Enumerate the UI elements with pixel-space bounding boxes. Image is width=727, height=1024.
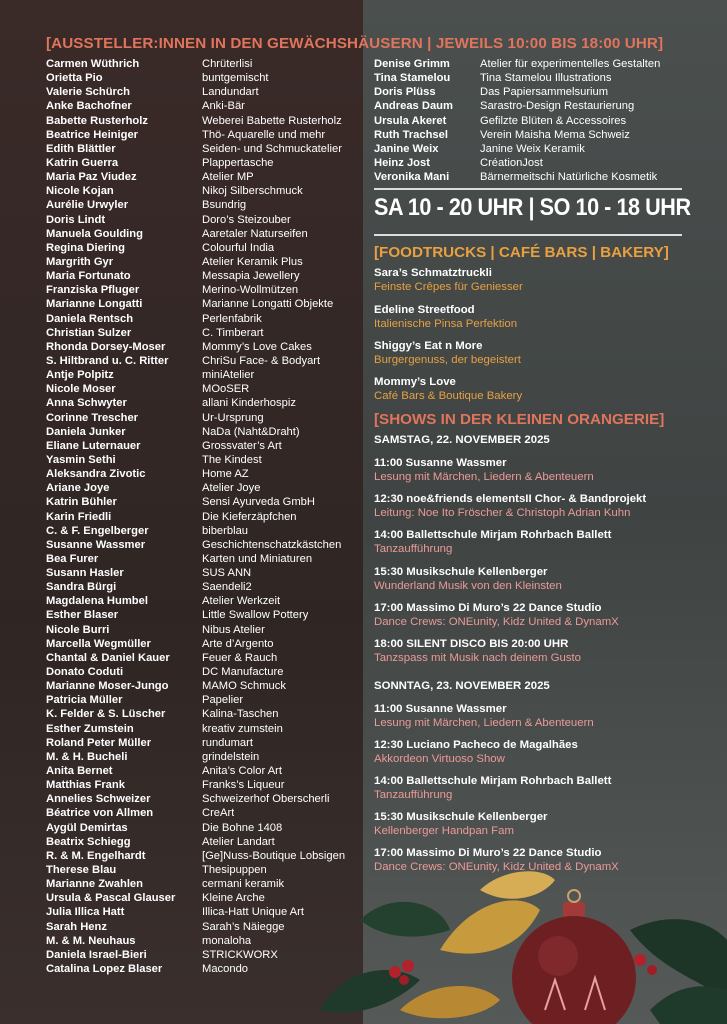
exhibitor-name: Chantal & Daniel Kauer bbox=[46, 651, 170, 664]
exhibitor-brand: Janine Weix Keramik bbox=[480, 142, 585, 155]
exhibitor-brand: Messapia Jewellery bbox=[202, 270, 300, 283]
exhibitor-brand: Anki-Bär bbox=[202, 100, 245, 113]
exhibitor-row bbox=[46, 283, 366, 297]
exhibitor-row bbox=[374, 170, 694, 184]
exhibitor-name: Eliane Luternauer bbox=[46, 439, 141, 452]
exhibitor-row bbox=[374, 156, 694, 170]
exhibitor-brand: Macondo bbox=[202, 963, 249, 975]
exhibitor-name: Andreas Daum bbox=[374, 100, 453, 113]
exhibitor-row bbox=[46, 764, 366, 778]
exhibitor-row bbox=[374, 114, 694, 128]
exhibitor-brand: Plappertasche bbox=[202, 156, 274, 169]
exhibitor-brand: Sarah’s Näiegge bbox=[202, 920, 285, 933]
exhibitor-name: Denise Grimm bbox=[374, 58, 450, 70]
exhibitor-name: Beatrice Heiniger bbox=[46, 128, 139, 141]
show-sub: Akkordeon Virtuoso Show bbox=[374, 753, 505, 765]
exhibitor-row bbox=[46, 213, 366, 227]
exhibitor-name: Tina Stamelou bbox=[374, 72, 451, 85]
exhibitor-row bbox=[46, 623, 366, 637]
show-sub: Dance Crews: ONEunity, Kidz United & DynamX bbox=[374, 616, 619, 628]
exhibitor-row bbox=[374, 99, 694, 113]
show-item bbox=[374, 637, 704, 666]
exhibitor-brand: Merino-Wollmützen bbox=[202, 284, 299, 297]
exhibitor-name: Nicole Moser bbox=[46, 383, 116, 396]
exhibitor-row bbox=[46, 85, 366, 99]
exhibitor-name: Aygül Demirtas bbox=[46, 821, 128, 834]
exhibitor-name: Babette Rusterholz bbox=[46, 114, 148, 127]
exhibitor-row bbox=[374, 57, 694, 71]
show-sub: Lesung mit Märchen, Liedern & Abenteuern bbox=[374, 717, 594, 729]
exhibitor-name: Margrith Gyr bbox=[46, 255, 114, 268]
exhibitor-row bbox=[46, 594, 366, 608]
exhibitor-row bbox=[46, 467, 366, 481]
exhibitor-name: Ursula Akeret bbox=[374, 114, 447, 127]
exhibitor-brand: Atelier Werkzeit bbox=[202, 595, 281, 608]
exhibitor-brand: NaDa (Naht&Draht) bbox=[202, 425, 300, 438]
exhibitor-row bbox=[46, 368, 366, 382]
exhibitor-row bbox=[46, 326, 366, 340]
exhibitor-name: Doris Plüss bbox=[374, 86, 436, 99]
show-title: 12:30 noe&friends elementsII Chor- & Bandprojekt bbox=[374, 493, 647, 505]
exhibitor-row bbox=[46, 128, 366, 142]
exhibitor-row bbox=[46, 835, 366, 849]
food-item-sub: Feinste Crêpes für Geniesser bbox=[374, 281, 523, 293]
exhibitor-row bbox=[46, 57, 366, 71]
exhibitor-brand: Chrüterlisi bbox=[202, 58, 253, 70]
exhibitor-name: Bea Furer bbox=[46, 552, 99, 565]
exhibitor-name: Sarah Henz bbox=[46, 920, 107, 933]
exhibitor-name: Edith Blättler bbox=[46, 142, 116, 155]
exhibitor-row bbox=[46, 71, 366, 85]
exhibitor-name: Donato Coduti bbox=[46, 666, 124, 679]
exhibitor-name: Anita Bernet bbox=[46, 765, 113, 778]
food-item-title: Mommy’s Love bbox=[374, 376, 456, 388]
exhibitor-row bbox=[46, 722, 366, 736]
show-title: 14:00 Ballettschule Mirjam Rohrbach Ballett bbox=[374, 775, 612, 787]
show-title: 18:00 SILENT DISCO BIS 20:00 UHR bbox=[374, 638, 569, 650]
exhibitor-brand: CréationJost bbox=[480, 156, 543, 169]
exhibitor-row bbox=[46, 665, 366, 679]
exhibitor-row bbox=[46, 241, 366, 255]
exhibitor-name: Maria Fortunato bbox=[46, 270, 131, 283]
show-title: 15:30 Musikschule Kellenberger bbox=[374, 811, 548, 823]
exhibitor-brand: Colourful India bbox=[202, 241, 275, 254]
exhibitor-list-right bbox=[374, 57, 694, 184]
exhibitor-brand: biberblau bbox=[202, 524, 249, 537]
exhibitor-row bbox=[46, 425, 366, 439]
exhibitor-brand: STRICKWORX bbox=[202, 948, 278, 961]
exhibitor-brand: Mommy’s Love Cakes bbox=[202, 340, 312, 353]
exhibitor-name: Susann Hasler bbox=[46, 567, 124, 580]
exhibitor-brand: SUS ANN bbox=[202, 567, 252, 580]
exhibitor-name: Heinz Jost bbox=[374, 156, 430, 169]
exhibitor-brand: Home AZ bbox=[202, 468, 249, 481]
exhibitor-name: Aleksandra Zivotic bbox=[46, 468, 146, 481]
exhibitor-brand: Sarastro-Design Restaurierung bbox=[480, 100, 635, 113]
show-sub: Wunderland Musik von den Kleinsten bbox=[374, 580, 562, 592]
exhibitor-row bbox=[46, 736, 366, 750]
exhibitor-brand: Atelier Keramik Plus bbox=[202, 255, 303, 268]
exhibitor-brand: Seiden- und Schmuckatelier bbox=[202, 142, 342, 155]
exhibitor-row bbox=[46, 255, 366, 269]
exhibitor-name: Ariane Joye bbox=[46, 482, 110, 495]
exhibitor-list-left bbox=[46, 57, 366, 976]
exhibitor-name: Nicole Burri bbox=[46, 623, 110, 636]
show-sub: Tanzaufführung bbox=[374, 543, 453, 555]
exhibitor-row bbox=[46, 778, 366, 792]
exhibitor-row bbox=[46, 821, 366, 835]
exhibitor-name: Daniela Israel-Bieri bbox=[46, 948, 147, 961]
exhibitor-brand: Atelier Landart bbox=[202, 835, 275, 848]
exhibitor-name: M. & M. Neuhaus bbox=[46, 934, 136, 947]
exhibitor-brand: grindelstein bbox=[202, 750, 260, 763]
exhibitor-row bbox=[46, 679, 366, 693]
exhibitor-brand: Schweizerhof Oberscherli bbox=[202, 793, 330, 806]
hours-rule-bottom bbox=[374, 234, 682, 236]
exhibitor-name: Marianne Zwahlen bbox=[46, 878, 143, 891]
exhibitor-name: Rhonda Dorsey-Moser bbox=[46, 340, 166, 353]
exhibitor-row bbox=[46, 198, 366, 212]
exhibitor-row bbox=[374, 128, 694, 142]
exhibitor-row bbox=[46, 297, 366, 311]
show-item bbox=[374, 774, 704, 803]
exhibitor-row bbox=[46, 312, 366, 326]
food-item-title: Sara’s Schmatztruckli bbox=[374, 267, 492, 279]
exhibitor-name: Christian Sulzer bbox=[46, 326, 132, 339]
exhibitor-name: Ruth Trachsel bbox=[374, 128, 448, 141]
exhibitor-brand: cermani keramik bbox=[202, 878, 285, 891]
exhibitor-brand: Franks’s Liqueur bbox=[202, 779, 285, 792]
exhibitor-name: Carmen Wüthrich bbox=[46, 58, 140, 70]
food-item-sub: Italienische Pinsa Perfektion bbox=[374, 318, 518, 330]
food-item bbox=[374, 303, 704, 332]
exhibitor-name: Patricia Müller bbox=[46, 694, 123, 707]
exhibitor-name: Katrin Guerra bbox=[46, 156, 119, 169]
exhibitor-row bbox=[46, 142, 366, 156]
exhibitor-row bbox=[46, 552, 366, 566]
exhibitor-name: Annelies Schweizer bbox=[46, 793, 151, 806]
exhibitor-brand: Saendeli2 bbox=[202, 581, 252, 594]
exhibitor-row bbox=[46, 510, 366, 524]
exhibitor-name: Susanne Wassmer bbox=[46, 538, 146, 551]
show-item bbox=[374, 565, 704, 594]
exhibitor-brand: Anita’s Color Art bbox=[202, 765, 283, 778]
exhibitor-brand: Atelier MP bbox=[202, 171, 254, 184]
exhibitor-brand: Die Kieferzäpfchen bbox=[202, 510, 297, 523]
show-title: 17:00 Massimo Di Muro’s 22 Dance Studio bbox=[374, 602, 602, 614]
exhibitors-header: [AUSSTELLER:INNEN IN DEN GEWÄCHSHÄUSERN | JEWEILS 10:00 BIS 18:00 UHR] bbox=[46, 35, 664, 52]
exhibitor-brand: monaloha bbox=[202, 934, 252, 947]
exhibitor-name: Catalina Lopez Blaser bbox=[46, 963, 163, 975]
exhibitor-brand: Illica-Hatt Unique Art bbox=[202, 906, 304, 919]
exhibitor-brand: Feuer & Rauch bbox=[202, 651, 278, 664]
exhibitor-name: Anna Schwyter bbox=[46, 397, 127, 410]
exhibitor-brand: Die Bohne 1408 bbox=[202, 821, 283, 834]
exhibitor-row bbox=[46, 608, 366, 622]
exhibitor-brand: Doro’s Steizouber bbox=[202, 213, 291, 226]
exhibitor-name: Nicole Kojan bbox=[46, 185, 114, 198]
exhibitor-name: Esther Blaser bbox=[46, 609, 119, 622]
exhibitor-name: Maria Paz Viudez bbox=[46, 171, 137, 184]
exhibitor-brand: Das Papiersammelsurium bbox=[480, 86, 609, 99]
exhibitor-row bbox=[46, 566, 366, 580]
exhibitor-row bbox=[46, 538, 366, 552]
exhibitor-name: Yasmin Sethi bbox=[46, 453, 116, 466]
exhibitor-name: Daniela Rentsch bbox=[46, 312, 134, 325]
exhibitor-brand: Little Swallow Pottery bbox=[202, 609, 309, 622]
exhibitor-row bbox=[374, 142, 694, 156]
exhibitor-name: Aurélie Urwyler bbox=[46, 199, 129, 212]
show-sub: Leitung: Noe Ito Fröscher & Christoph Adrian Kuhn bbox=[374, 507, 631, 519]
exhibitor-brand: Papelier bbox=[202, 694, 244, 707]
exhibitor-row bbox=[46, 227, 366, 241]
exhibitor-brand: Tina Stamelou Illustrations bbox=[480, 72, 612, 85]
saturday-label: SAMSTAG, 22. NOVEMBER 2025 bbox=[374, 434, 550, 446]
food-item bbox=[374, 339, 704, 368]
exhibitor-brand: Karten und Miniaturen bbox=[202, 552, 313, 565]
exhibitor-name: Katrin Bühler bbox=[46, 496, 117, 509]
exhibitor-name: Janine Weix bbox=[374, 142, 439, 155]
exhibitor-name: Regina Diering bbox=[46, 241, 125, 254]
exhibitor-brand: ChriSu Face- & Bodyart bbox=[202, 354, 321, 367]
exhibitor-brand: Atelier für experimentelles Gestalten bbox=[480, 58, 661, 70]
food-item-sub: Café Bars & Boutique Bakery bbox=[374, 390, 523, 402]
show-title: 11:00 Susanne Wassmer bbox=[374, 457, 507, 469]
exhibitor-brand: Kleine Arche bbox=[202, 892, 265, 905]
exhibitor-brand: Grossvater’s Art bbox=[202, 439, 282, 452]
exhibitor-name: Corinne Trescher bbox=[46, 411, 139, 424]
exhibitor-row bbox=[374, 85, 694, 99]
exhibitor-row bbox=[46, 184, 366, 198]
exhibitor-row bbox=[46, 495, 366, 509]
show-title: 12:30 Luciano Pacheco de Magalhães bbox=[374, 739, 578, 751]
exhibitor-name: R. & M. Engelhardt bbox=[46, 849, 146, 862]
exhibitor-row bbox=[46, 481, 366, 495]
exhibitor-row bbox=[46, 439, 366, 453]
exhibitor-brand: Gefilzte Blüten & Accessoires bbox=[480, 114, 627, 127]
exhibitor-brand: Bärnermeitschi Natürliche Kosmetik bbox=[480, 171, 658, 184]
exhibitor-brand: Thesipuppen bbox=[202, 864, 267, 877]
exhibitor-name: Veronika Mani bbox=[374, 171, 450, 184]
exhibitor-brand: miniAtelier bbox=[202, 369, 255, 382]
show-item bbox=[374, 810, 704, 839]
exhibitor-brand: buntgemischt bbox=[202, 72, 269, 85]
food-item-title: Edeline Streetfood bbox=[374, 304, 475, 316]
exhibitor-name: Matthias Frank bbox=[46, 779, 125, 792]
exhibitor-brand: Atelier Joye bbox=[202, 482, 261, 495]
exhibitor-row bbox=[46, 396, 366, 410]
exhibitor-brand: rundumart bbox=[202, 736, 253, 749]
exhibitor-row bbox=[46, 269, 366, 283]
food-item bbox=[374, 375, 704, 404]
exhibitor-row bbox=[46, 340, 366, 354]
exhibitor-name: Beatrix Schiegg bbox=[46, 835, 131, 848]
exhibitor-name: Sandra Bürgi bbox=[46, 581, 117, 594]
exhibitor-brand: Bsundrig bbox=[202, 199, 247, 212]
exhibitor-brand: Sensi Ayurveda GmbH bbox=[202, 496, 315, 509]
exhibitor-row bbox=[46, 453, 366, 467]
show-sub: Dance Crews: ONEunity, Kidz United & DynamX bbox=[374, 861, 619, 873]
show-item bbox=[374, 738, 704, 767]
exhibitor-brand: Perlenfabrik bbox=[202, 312, 262, 325]
exhibitor-brand: Aaretaler Naturseifen bbox=[202, 227, 308, 240]
exhibitor-brand: DC Manufacture bbox=[202, 666, 284, 679]
show-sub: Tanzspass mit Musik nach deinem Gusto bbox=[374, 652, 582, 664]
exhibitor-brand: Weberei Babette Rusterholz bbox=[202, 114, 342, 127]
exhibitor-row bbox=[46, 580, 366, 594]
exhibitor-row bbox=[374, 71, 694, 85]
exhibitor-row bbox=[46, 792, 366, 806]
exhibitor-name: Marcella Wegmüller bbox=[46, 637, 151, 650]
exhibitor-row bbox=[46, 99, 366, 113]
exhibitor-name: M. & H. Bucheli bbox=[46, 750, 128, 763]
exhibitor-name: Karin Friedli bbox=[46, 510, 112, 523]
exhibitor-name: Daniela Junker bbox=[46, 425, 126, 438]
food-item-sub: Burgergenuss, der begeistert bbox=[374, 354, 521, 366]
show-title: 11:00 Susanne Wassmer bbox=[374, 703, 507, 715]
sunday-label: SONNTAG, 23. NOVEMBER 2025 bbox=[374, 680, 550, 692]
exhibitor-name: Ursula & Pascal Glauser bbox=[46, 892, 176, 905]
exhibitor-brand: Landundart bbox=[202, 86, 259, 99]
exhibitor-name: Marianne Longatti bbox=[46, 298, 143, 311]
show-item bbox=[374, 702, 704, 731]
show-item bbox=[374, 492, 704, 521]
exhibitor-name: Antje Polpitz bbox=[46, 369, 114, 382]
show-sub: Kellenberger Handpan Fam bbox=[374, 825, 514, 837]
food-item-title: Shiggy’s Eat n More bbox=[374, 340, 483, 352]
exhibitor-name: Therese Blau bbox=[46, 864, 117, 877]
exhibitor-name: Roland Peter Müller bbox=[46, 736, 152, 749]
exhibitor-name: Julia Illica Hatt bbox=[46, 906, 125, 919]
exhibitor-brand: MAMO Schmuck bbox=[202, 680, 286, 693]
exhibitor-name: Doris Lindt bbox=[46, 213, 106, 226]
show-sub: Tanzaufführung bbox=[374, 789, 453, 801]
exhibitor-brand: Nibus Atelier bbox=[202, 623, 265, 636]
show-sub: Lesung mit Märchen, Liedern & Abenteuern bbox=[374, 471, 594, 483]
exhibitor-row bbox=[46, 750, 366, 764]
exhibitor-row bbox=[46, 382, 366, 396]
exhibitor-row bbox=[46, 170, 366, 184]
exhibitor-brand: Nikoj Silberschmuck bbox=[202, 185, 303, 198]
exhibitor-row bbox=[46, 156, 366, 170]
hours-rule-top bbox=[374, 188, 682, 190]
food-section-title: [FOODTRUCKS | CAFÉ BARS | BAKERY] bbox=[374, 244, 669, 261]
exhibitor-row bbox=[46, 651, 366, 665]
show-title: 15:30 Musikschule Kellenberger bbox=[374, 566, 548, 578]
exhibitor-row bbox=[46, 637, 366, 651]
exhibitor-name: Esther Zumstein bbox=[46, 722, 134, 735]
exhibitor-brand: Ur-Ursprung bbox=[202, 411, 264, 424]
exhibitor-row bbox=[46, 693, 366, 707]
exhibitor-brand: Arte d’Argento bbox=[202, 637, 274, 650]
exhibitor-brand: Verein Maisha Mema Schweiz bbox=[480, 128, 630, 141]
exhibitor-brand: CreArt bbox=[202, 807, 235, 820]
exhibitor-name: Orietta Pio bbox=[46, 72, 103, 85]
show-item bbox=[374, 601, 704, 630]
exhibitor-row bbox=[46, 707, 366, 721]
exhibitor-brand: The Kindest bbox=[202, 453, 262, 466]
show-title: 17:00 Massimo Di Muro’s 22 Dance Studio bbox=[374, 847, 602, 859]
exhibitor-name: C. & F. Engelberger bbox=[46, 524, 149, 537]
exhibitor-name: Marianne Moser-Jungo bbox=[46, 680, 169, 693]
exhibitor-name: Anke Bachofner bbox=[46, 100, 132, 113]
exhibitor-brand: Thö- Aquarelle und mehr bbox=[202, 128, 326, 141]
exhibitor-brand: MOoSER bbox=[202, 383, 250, 396]
exhibitor-row bbox=[46, 806, 366, 820]
show-item bbox=[374, 528, 704, 557]
exhibitor-brand: [Ge]Nuss-Boutique Lobsigen bbox=[202, 849, 346, 862]
exhibitor-name: Manuela Goulding bbox=[46, 227, 143, 240]
exhibitor-name: Béatrice von Allmen bbox=[46, 807, 154, 820]
exhibitor-name: Valerie Schürch bbox=[46, 86, 130, 99]
exhibitor-name: K. Felder & S. Lüscher bbox=[46, 708, 166, 721]
exhibitor-brand: kreativ zumstein bbox=[202, 722, 283, 735]
food-item bbox=[374, 266, 704, 295]
christmas-ornament-decoration bbox=[300, 860, 727, 1024]
shows-section-title: [SHOWS IN DER KLEINEN ORANGERIE] bbox=[374, 411, 665, 428]
show-title: 14:00 Ballettschule Mirjam Rohrbach Ballett bbox=[374, 529, 612, 541]
opening-hours: SA 10 - 20 UHR | SO 10 - 18 UHR bbox=[374, 194, 691, 221]
exhibitor-brand: allani Kinderhospiz bbox=[202, 397, 296, 410]
exhibitor-name: Franziska Pfluger bbox=[46, 284, 140, 297]
exhibitor-row bbox=[46, 411, 366, 425]
exhibitor-name: S. Hiltbrand u. C. Ritter bbox=[46, 354, 169, 367]
exhibitor-brand: Kalina-Taschen bbox=[202, 708, 279, 721]
exhibitor-brand: C. Timberart bbox=[202, 326, 264, 339]
exhibitor-brand: Marianne Longatti Objekte bbox=[202, 298, 334, 311]
exhibitor-row bbox=[46, 354, 366, 368]
show-item bbox=[374, 456, 704, 485]
exhibitor-row bbox=[46, 114, 366, 128]
exhibitor-brand: Geschichtenschatzkästchen bbox=[202, 538, 342, 551]
exhibitor-name: Magdalena Humbel bbox=[46, 595, 148, 608]
exhibitor-row bbox=[46, 524, 366, 538]
